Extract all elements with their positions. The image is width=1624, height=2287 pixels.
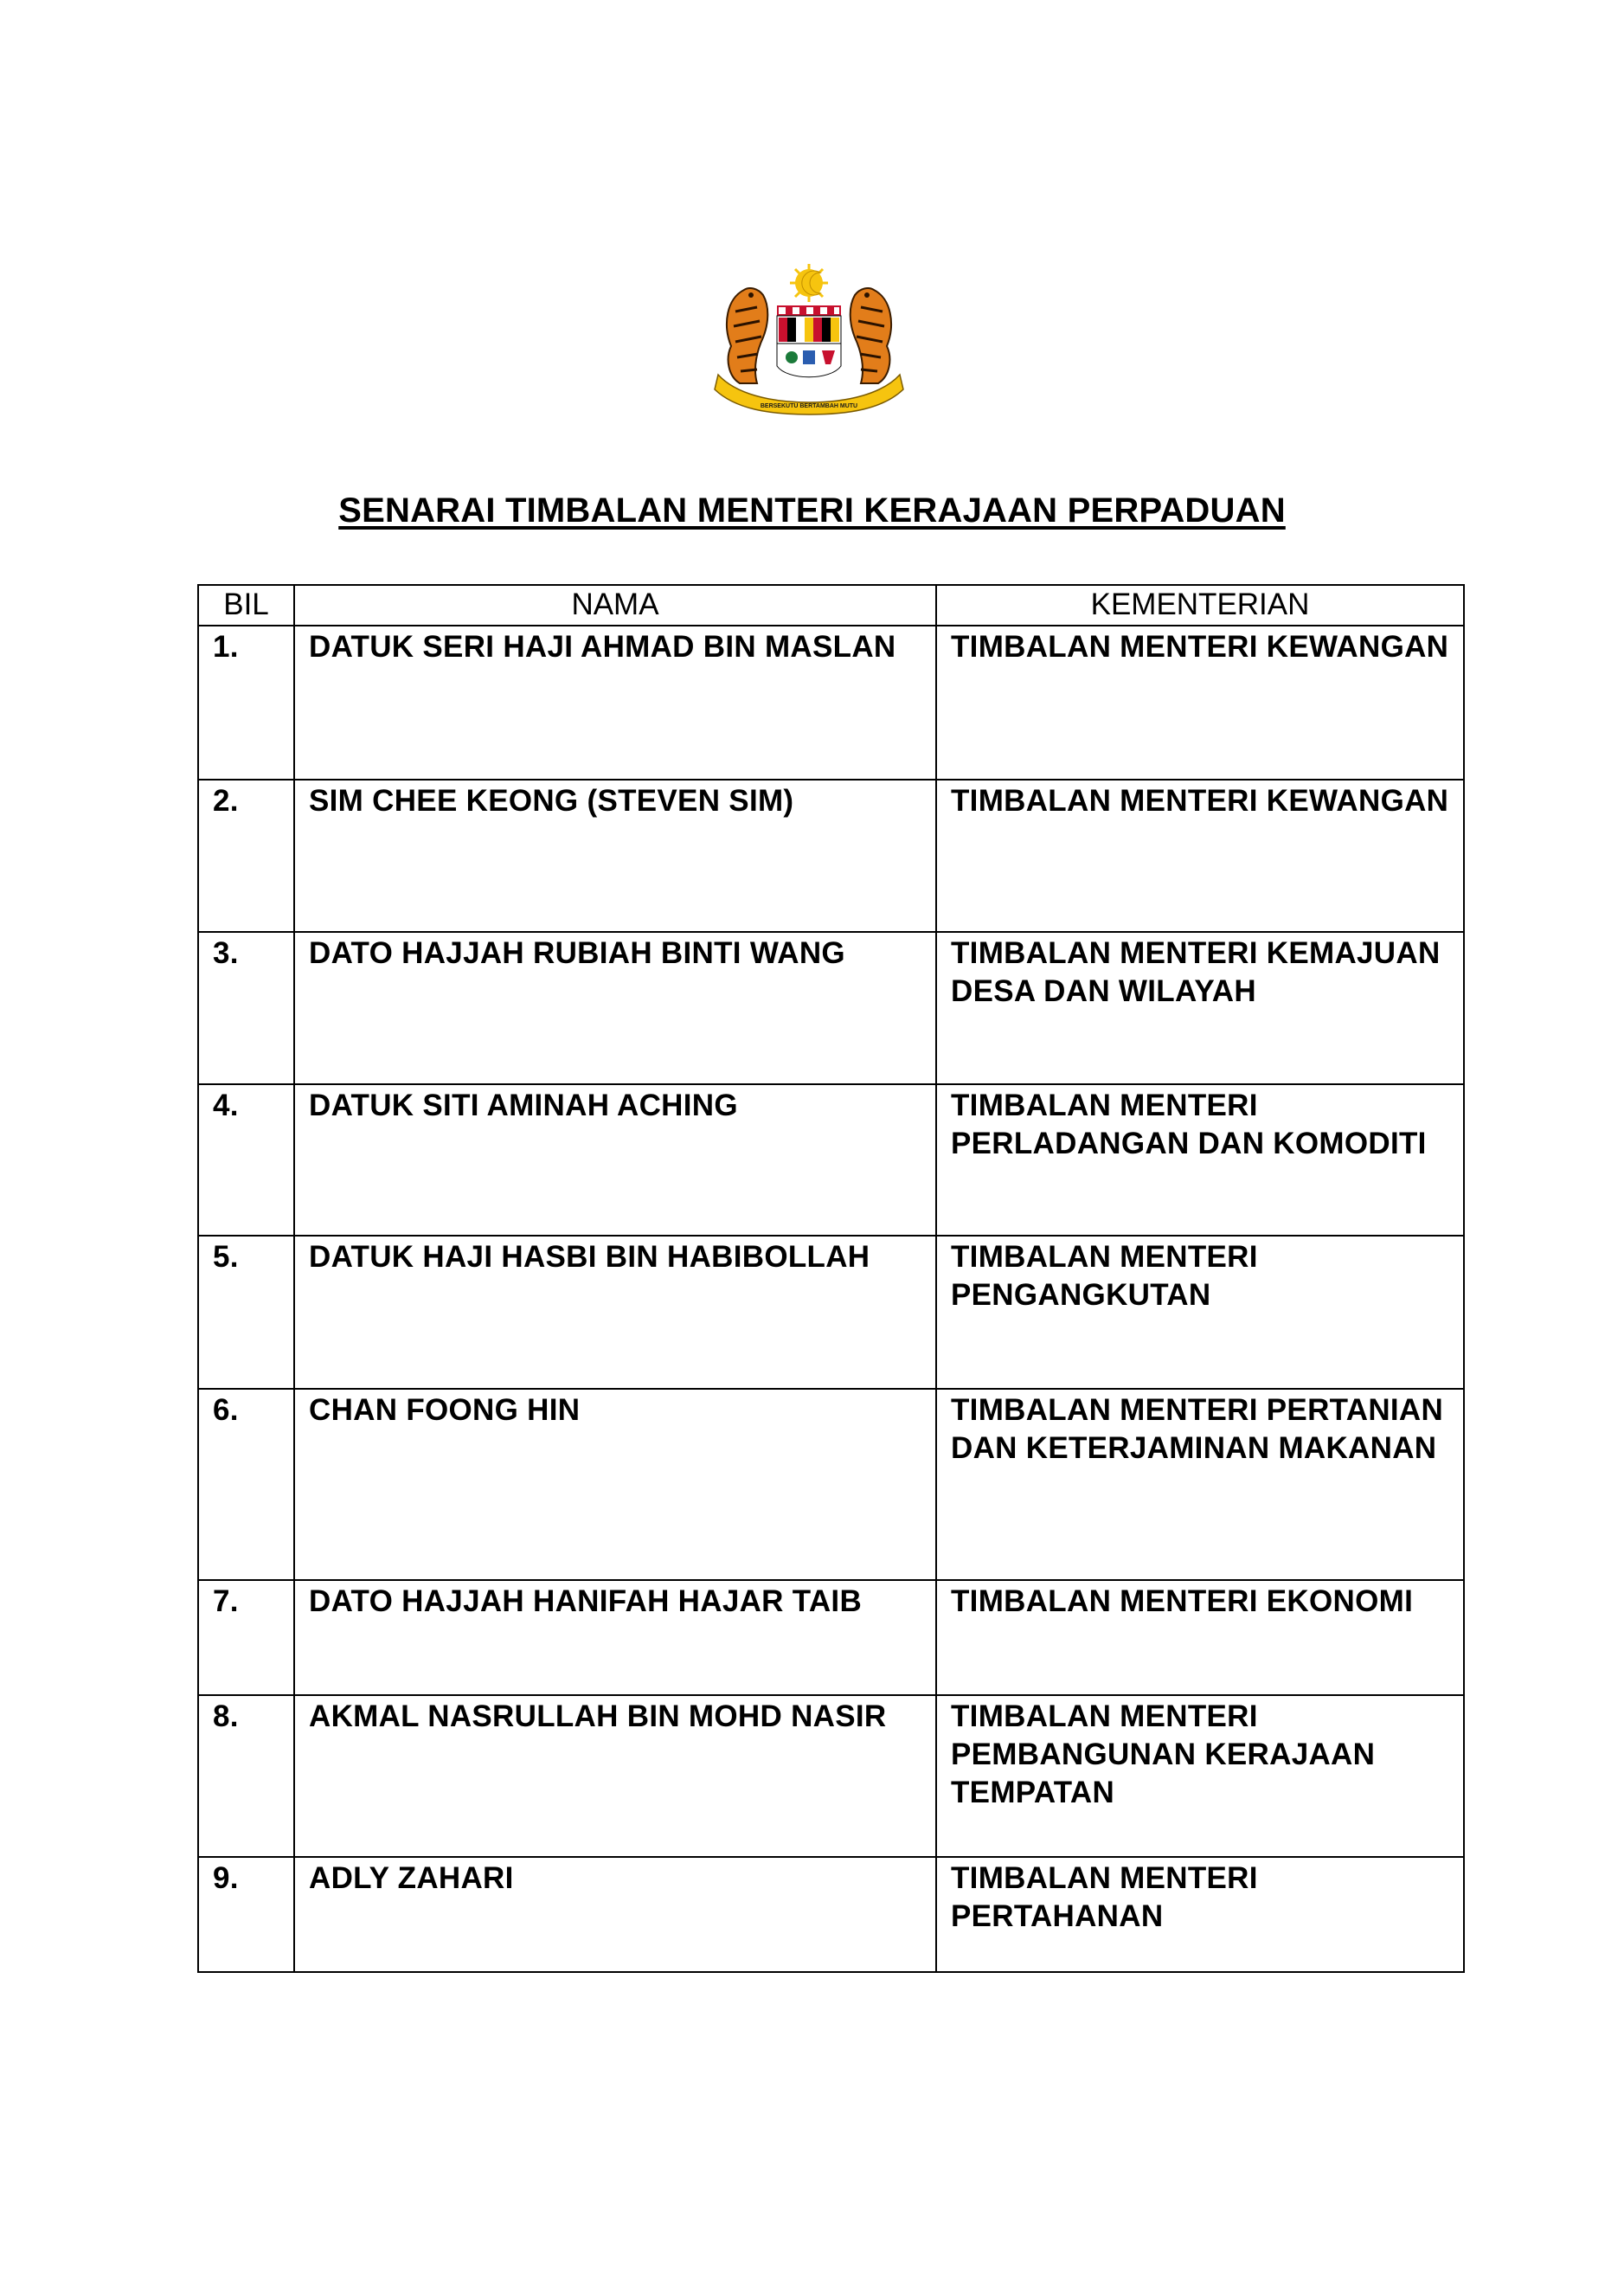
cell-nama: SIM CHEE KEONG (STEVEN SIM): [294, 780, 936, 932]
federal-star-icon: [790, 264, 828, 302]
table-header-row: [198, 585, 1464, 626]
deputy-ministers-table: [197, 584, 1465, 1973]
cell-bil: 6.: [198, 1389, 294, 1580]
table-row: [198, 1857, 1464, 1972]
right-tiger-icon: [851, 288, 891, 383]
cell-kementerian: TIMBALAN MENTERI EKONOMI: [936, 1580, 1464, 1695]
cell-nama: DATUK SERI HAJI AHMAD BIN MASLAN: [294, 626, 936, 780]
cell-nama: AKMAL NASRULLAH BIN MOHD NASIR: [294, 1695, 936, 1857]
left-tiger-icon: [727, 288, 767, 383]
cell-kementerian: TIMBALAN MENTERI PERLADANGAN DAN KOMODITI: [936, 1084, 1464, 1236]
cell-nama: DATUK SITI AMINAH ACHING: [294, 1084, 936, 1236]
cell-bil: 3.: [198, 932, 294, 1084]
document-title: SENARAI TIMBALAN MENTERI KERAJAAN PERPADUAN: [338, 491, 1286, 530]
table-row: [198, 1695, 1464, 1857]
cell-kementerian: TIMBALAN MENTERI PERTAHANAN: [936, 1857, 1464, 1972]
svg-text:BERSEKUTU BERTAMBAH MUTU: BERSEKUTU BERTAMBAH MUTU: [760, 403, 858, 409]
coat-of-arms-logo: [709, 264, 908, 415]
cell-kementerian: TIMBALAN MENTERI PERTANIAN DAN KETERJAMINAN MAKANAN: [936, 1389, 1464, 1580]
shield-icon: [777, 305, 841, 377]
header-bil: BIL: [198, 585, 294, 626]
cell-bil: 1.: [198, 626, 294, 780]
table-row: [198, 1389, 1464, 1580]
cell-kementerian: TIMBALAN MENTERI KEMAJUAN DESA DAN WILAYAH: [936, 932, 1464, 1084]
cell-bil: 2.: [198, 780, 294, 932]
cell-kementerian: TIMBALAN MENTERI PENGANGKUTAN: [936, 1236, 1464, 1389]
cell-bil: 7.: [198, 1580, 294, 1695]
table-row: [198, 780, 1464, 932]
header-nama: NAMA: [294, 585, 936, 626]
cell-bil: 5.: [198, 1236, 294, 1389]
cell-kementerian: TIMBALAN MENTERI KEWANGAN: [936, 626, 1464, 780]
table-row: [198, 626, 1464, 780]
cell-nama: DATO HAJJAH HANIFAH HAJAR TAIB: [294, 1580, 936, 1695]
cell-nama: ADLY ZAHARI: [294, 1857, 936, 1972]
table-row: [198, 1580, 1464, 1695]
cell-kementerian: TIMBALAN MENTERI PEMBANGUNAN KERAJAAN TEMPATAN: [936, 1695, 1464, 1857]
cell-nama: CHAN FOONG HIN: [294, 1389, 936, 1580]
cell-bil: 8.: [198, 1695, 294, 1857]
cell-nama: DATUK HAJI HASBI BIN HABIBOLLAH: [294, 1236, 936, 1389]
cell-kementerian: TIMBALAN MENTERI KEWANGAN: [936, 780, 1464, 932]
header-kementerian: KEMENTERIAN: [936, 585, 1464, 626]
table-row: [198, 1084, 1464, 1236]
cell-nama: DATO HAJJAH RUBIAH BINTI WANG: [294, 932, 936, 1084]
cell-bil: 9.: [198, 1857, 294, 1972]
table-row: [198, 1236, 1464, 1389]
table-row: [198, 932, 1464, 1084]
cell-bil: 4.: [198, 1084, 294, 1236]
